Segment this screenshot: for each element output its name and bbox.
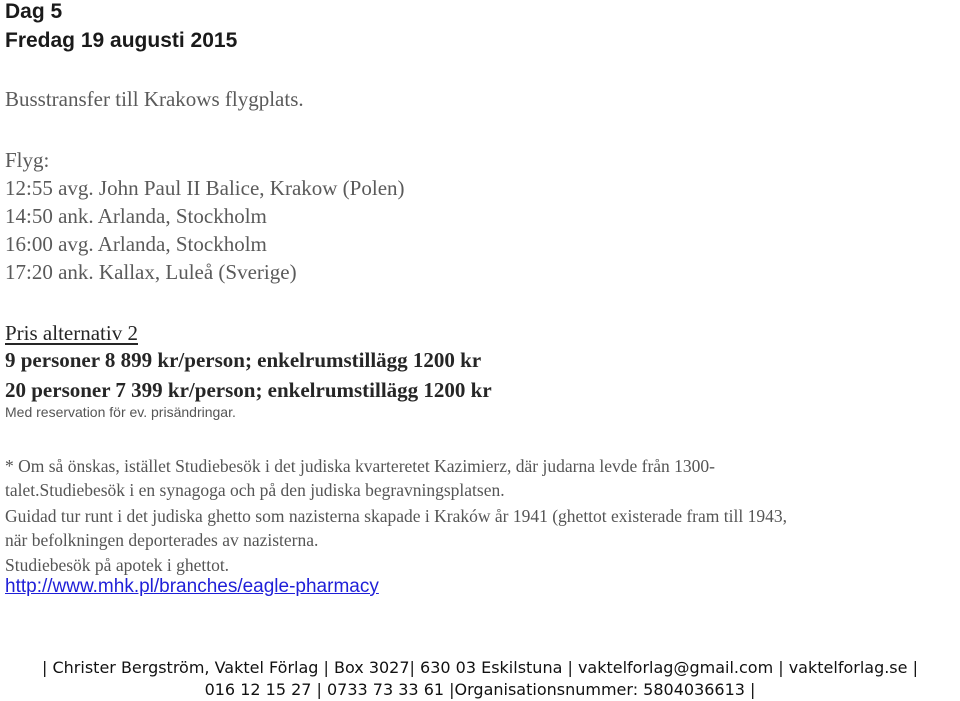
flight-heading: Flyg:: [5, 148, 50, 172]
date-label: Fredag 19 augusti 2015: [5, 29, 238, 52]
flight-row: 14:50 ank. Arlanda, Stockholm: [5, 204, 267, 228]
price-title: Pris alternativ 2: [5, 321, 138, 345]
day-label: Dag 5: [5, 0, 63, 23]
transfer-text: Busstransfer till Krakows flygplats.: [5, 87, 304, 111]
flight-row: 12:55 avg. John Paul II Balice, Krakow (Polen): [5, 176, 405, 200]
pharmacy-link[interactable]: http://www.mhk.pl/branches/eagle-pharmacy: [5, 576, 379, 597]
note-line: talet.Studiebesök i en synagoga och på den judiska begravningsplatsen.: [5, 480, 505, 500]
reservation-note: Med reservation för ev. prisändringar.: [5, 404, 236, 420]
flight-row: 16:00 avg. Arlanda, Stockholm: [5, 232, 267, 256]
price-row: 9 personer 8 899 kr/person; enkelrumstillägg 1200 kr: [5, 348, 482, 372]
flight-row: 17:20 ank. Kallax, Luleå (Sverige): [5, 260, 297, 284]
price-row: 20 personer 7 399 kr/person; enkelrumstillägg 1200 kr: [5, 378, 492, 402]
note-line: när befolkningen deporterades av nazisterna.: [5, 530, 319, 550]
note-line: Studiebesök på apotek i ghettot.: [5, 555, 230, 575]
footer-phone-line: 016 12 15 27 | 0733 73 33 61 |Organisationsnummer: 5804036613 |: [204, 680, 756, 699]
note-line: Guidad tur runt i det judiska ghetto som nazisterna skapade i Kraków år 1941 (ghettot existerade fram till 1943,: [5, 506, 787, 526]
note-line: * Om så önskas, istället Studiebesök i det judiska kvarteretet Kazimierz, där judarna levde från 1300-: [5, 456, 715, 476]
footer-contact-line: | Christer Bergström, Vaktel Förlag | Box 3027| 630 03 Eskilstuna | vaktelforlag@gmail.com | vaktelforlag.se |: [42, 658, 918, 677]
